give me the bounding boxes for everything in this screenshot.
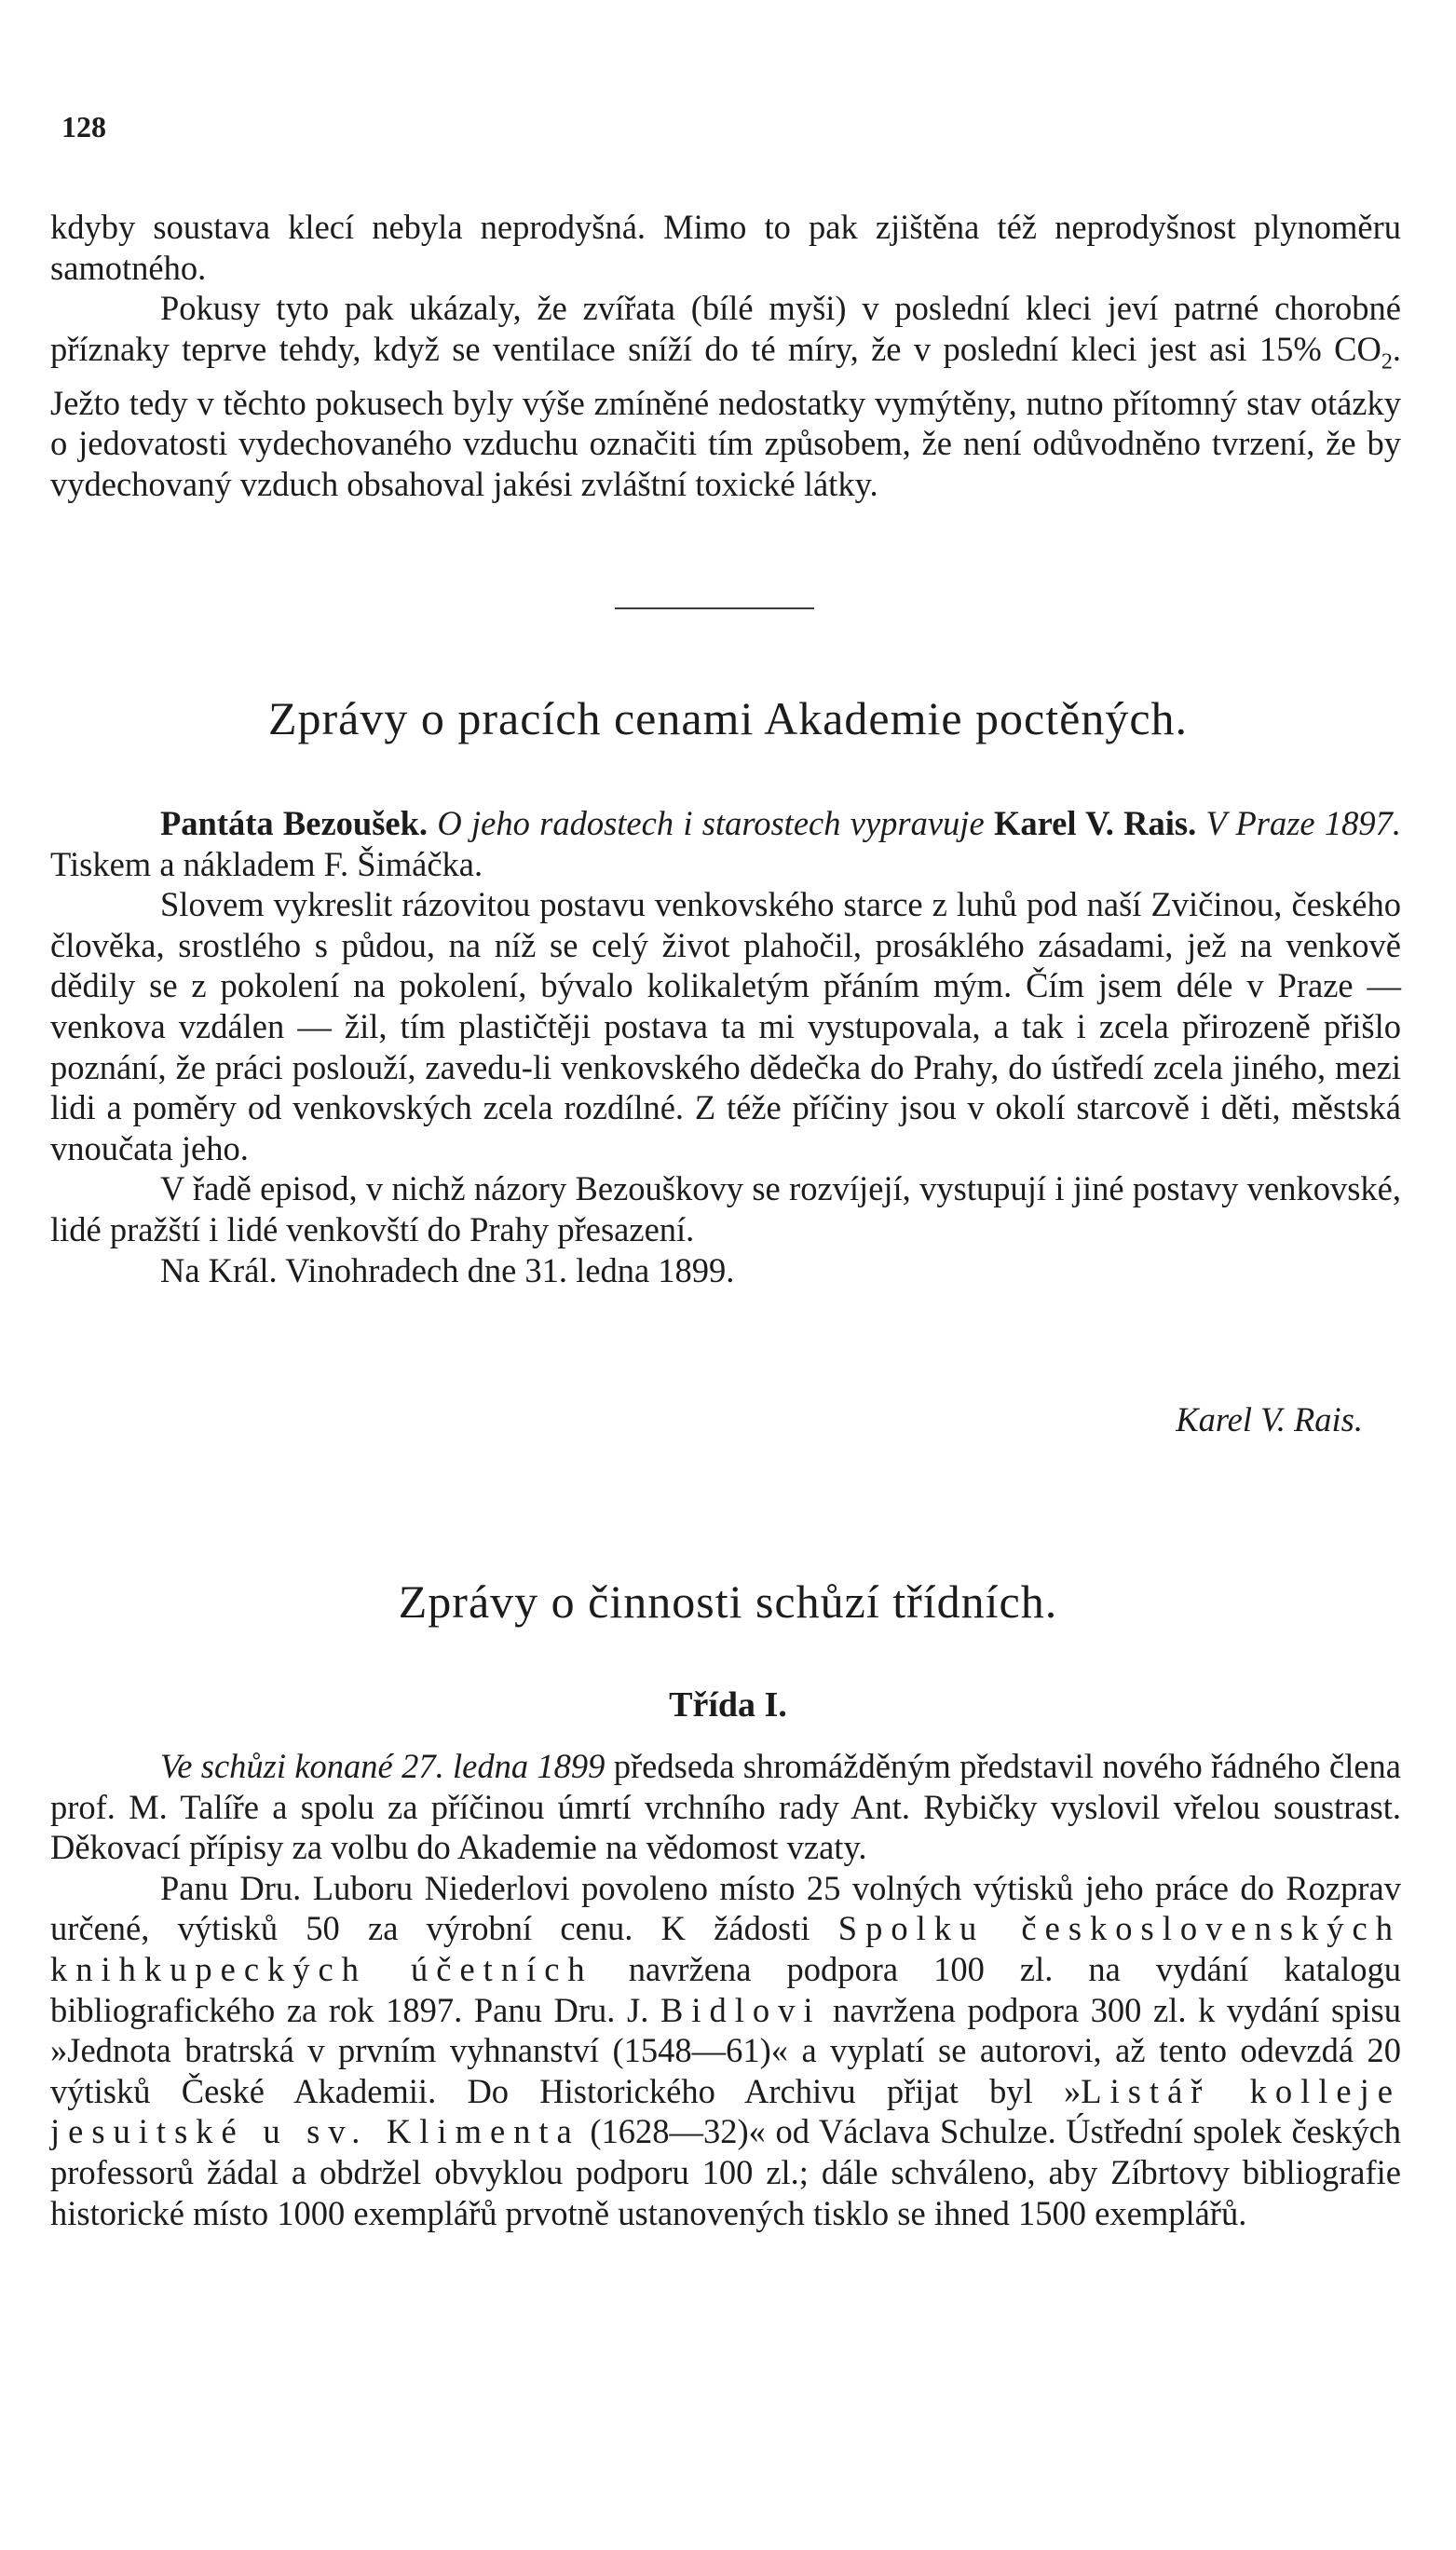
intro-paragraph-1: kdyby soustava klecí nebyla neprodyšná. Mimo to pak zjištěna též neprodyšnost plynoměru samotného. <box>50 208 1401 287</box>
section-title-meetings: Zprávy o činnosti schůzí třídních. <box>398 1575 1058 1628</box>
minutes-paragraph-2: Panu Dru. Luboru Niederlovi povoleno místo 25 volných výtisků jeho práce do Rozprav určené, výtisků 50 za výrobní cenu. K žádosti Spolku československých knihkupeckých účetních navržena podpora 100 zl. na vydání katalogu bibliografického za rok 1897. Panu Dru. J. Bidlovi navržena podpora 300 zl. k vydání spisu »Jednota bratrská v prvním vyhnanství (1548—61)« a vyplatí se autorovi, až tento odevzdá 20 výtisků České Akademii. Do Historického Archivu přijat byl »Listář kolleje jesuitské u sv. Klimenta (1628—32)« od Václava Schulze. Ústřední spolek českých professorů žádal a obdržel obvyklou podporu 100 zl.; dále schváleno, aby Zíbrtovy bibliografie historické místo 1000 exemplářů prvotně ustanovených tisklo se ihned 1500 exemplářů. <box>50 1868 1402 2232</box>
meeting-minutes <box>50 1746 1401 2233</box>
review-signature: Karel V. Rais. <box>1176 1400 1363 1439</box>
class-heading: Třída I. <box>669 1685 787 1725</box>
intro-text <box>50 207 1401 504</box>
book-citation: Pantáta Bezoušek. O jeho radostech i starostech vypravuje Karel V. Rais. V Praze 1897. Tiskem a nákladem F. Šimáčka. <box>50 804 1402 883</box>
review-date-line: Na Král. Vinohradech dne 31. ledna 1899. <box>160 1250 735 1289</box>
section-title-awards: Zprávy o pracích cenami Akademie poctěných. <box>267 692 1189 744</box>
review-paragraph-2: V řadě episod, v nichž názory Bezouškovy se rozvíjejí, vystupují i jiné postavy venkovské, lidé pražští i lidé venkovští do Prahy přesazení. <box>50 1169 1401 1248</box>
page-number: 128 <box>61 110 106 143</box>
section-divider <box>615 607 814 609</box>
minutes-paragraph-1: Ve schůzi konané 27. ledna 1899 předseda shromážděným představil nového řádného člena prof. M. Talíře a spolu za příčinou úmrtí vrchního rady Ant. Rybičky vyslovil vřelou soustrast. Děkovací přípisy za volbu do Akademie na vědomost vzaty. <box>50 1747 1401 1867</box>
review-paragraph-1: Slovem vykreslit rázovitou postavu venkovského starce z luhů pod naší Zvičinou, českého člověka, srostlého s půdou, na níž se celý život plahočil, prosáklého zásadami, jež na venkově dědily se z pokolení na pokolení, bývalo kolikaletým přáním mým. Čím jsem déle v Praze — venkova vzdálen — žil, tím plastičtěji postava ta mi vystupovala, a tak i zcela přirozeně přišlo poznání, že práci poslouží, zavedu-li venkovského dědečka do Prahy, do ústředí zcela jiného, mezi lidi a poměry od venkovských zcela rozdílné. Z téže příčiny jsou v okolí starcově i děti, městská vnoučata jeho. <box>50 885 1401 1167</box>
intro-paragraph-2: Pokusy tyto pak ukázaly, že zvířata (bílé myši) v poslední kleci jeví patrné chorobné příznaky teprve tehdy, když se ventilace sníží do té míry, že v poslední kleci jest asi 15% $CO_2$. Ježto tedy v těchto pokusech byly výše zmíněné nedostatky vymýtěny, nutno přítomný stav otázky o jedovatosti vydechovaného vzduchu označiti tím způsobem, že není odůvodněno tvrzení, že by vydechovaný vzduch obsahoval jakési zvláštní toxické látky. <box>50 289 1401 503</box>
book-review <box>50 803 1401 1290</box>
